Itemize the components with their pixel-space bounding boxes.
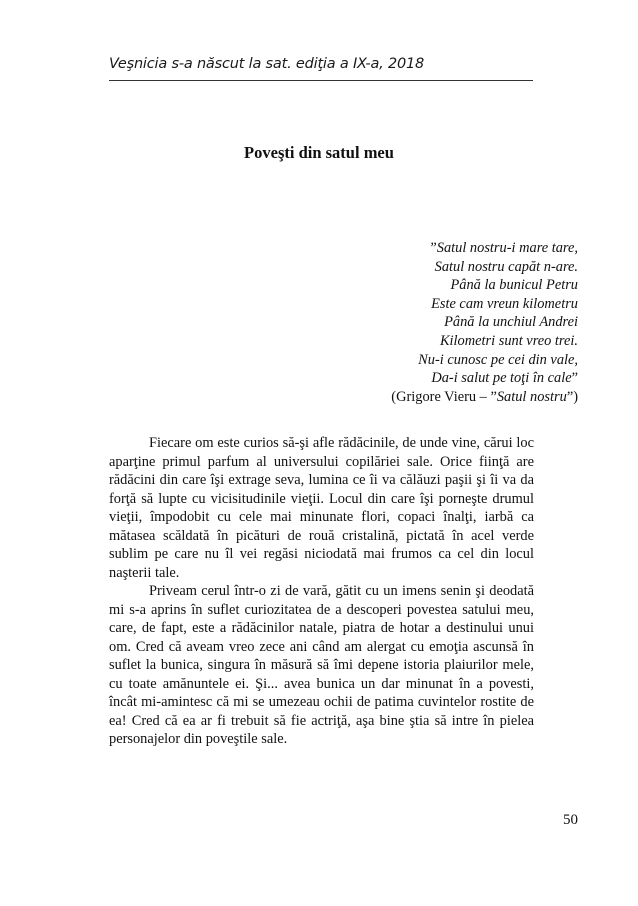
- poem-epigraph: [391, 239, 578, 406]
- page-title: Poveşti din satul meu: [244, 143, 394, 162]
- body-text: [109, 434, 534, 749]
- poem-source-title: Satul nostru: [496, 388, 567, 405]
- paragraph: Fiecare om este curios să-şi afle rădăcinile, de unde vine, cărui loc aparţine primul parfum al universului copilăriei sale. Orice fiinţă are rădăcini din care îşi extrage seva, lumina ce îi va călăuzi paşii şi îi va da forţă să lupte cu vicisitudinile vieţii. Locul din care îşi porneşte drumul vieţii, împodobit cu cele mai minunate flori, copaci înalţi, iarbă ca mătasea scăldată în picături de rouă cristalină, pictată în acel verde sublim pe care nu îl vei regăsi niciodată mai frumos ca cel din locul naşterii tale.: [109, 435, 534, 581]
- poem-open-quote: ”: [428, 240, 437, 256]
- poem-line: Nu-i cunosc pe cei din vale,: [418, 351, 578, 368]
- header-divider: [109, 80, 533, 81]
- poem-close-quote: ”: [571, 370, 578, 387]
- poem-line: Până la unchiul Andrei: [444, 314, 578, 331]
- poem-line: Kilometri sunt vreo trei.: [439, 332, 578, 349]
- poem-attribution: (Grigore Vieru – ”Satul nostru”): [391, 388, 578, 405]
- running-header-title: Veşnicia s-a născut la sat. ediţia a IX-a, 2018: [109, 56, 425, 72]
- poem-line: Satul nostru capăt n-are.: [434, 258, 578, 275]
- poem-line: ”Satul nostru-i mare tare,: [428, 240, 578, 256]
- paragraph: Priveam cerul într-o zi de vară, gătit cu un imens senin şi deodată mi s-a aprins în suflet curiozitatea de a descoperi povestea satului meu, care, de fapt, este a rădăcinilor natale, piatra de hotar a destinului unui om. Cred că aveam vreo zece ani când am alergat cu emoţia ascunsă în suflet la bunica, singura în măsură să îmi depene istoria plaiurilor mele, cu toate amănuntele ei. Şi... avea bunica un dar minunat în a povesti, încât mi-amintesc că mi se umezeau ochii de patima cuvintelor rostite de ea! Cred că ea ar fi trebuit să fie actriţă, aşa bine ştia să intre în pielea personajelor din poveştile sale.: [109, 583, 534, 747]
- poem-line: Da-i salut pe toţi în cale”: [431, 370, 578, 387]
- poem-line: Este cam vreun kilometru: [431, 295, 578, 312]
- page-number: 50: [563, 812, 578, 828]
- poem-line: Până la bunicul Petru: [450, 277, 578, 294]
